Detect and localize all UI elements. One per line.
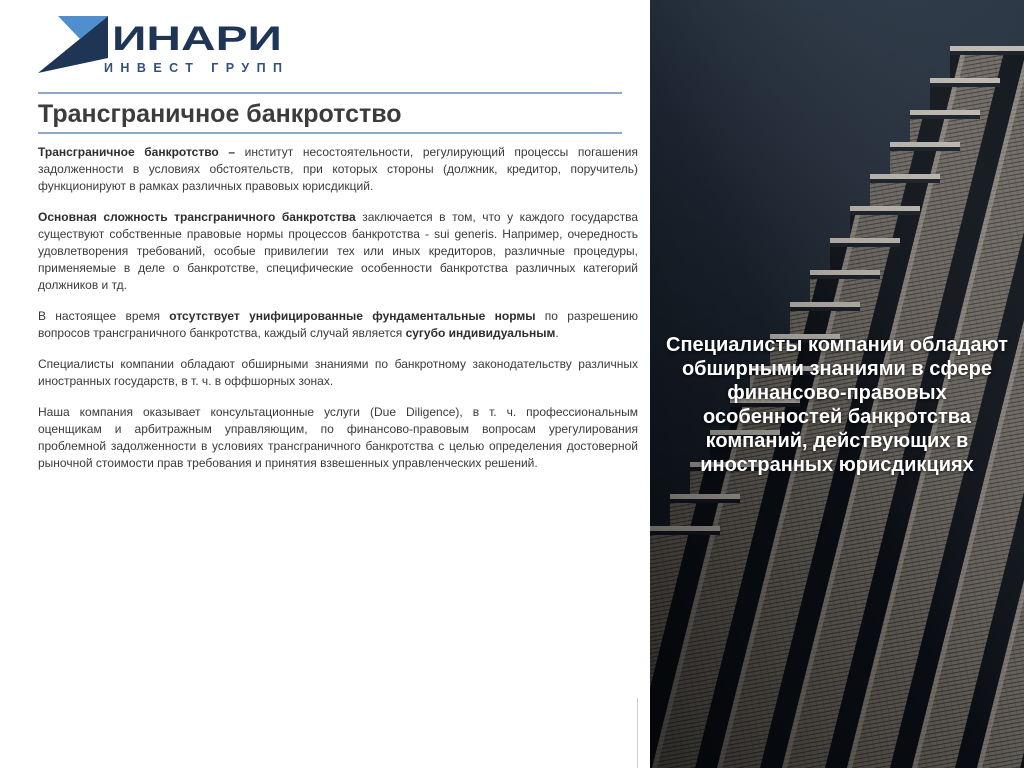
- body-text: заключается в том, что у каждого государства существуют собственные правовые нормы процессов банкротства - sui generis. Например, очередность удовлетворения требований, особые привилегии тех или иных кредиторов, различные процедуры, применяемые в деле о банкротстве, специфические особенности банкротства различных категорий должников и тд.: [38, 210, 638, 292]
- callout-line: Специалисты компании обладают: [666, 334, 1008, 356]
- slide-title: Трансграничное банкротство: [38, 100, 402, 128]
- paragraph-main-difficulty: [38, 209, 638, 294]
- callout-line: иностранных юрисдикциях: [700, 454, 974, 476]
- callout-line: финансово-правовых: [727, 382, 947, 404]
- body-text: В настоящее время: [38, 309, 170, 323]
- callout-text: [650, 333, 1024, 477]
- body-text: по разрешению вопросов трансграничного банкротства, каждый случай является: [38, 309, 638, 340]
- callout-line: компаний, действующих в: [705, 430, 969, 452]
- body-text: Специалисты компании обладают обширными знаниями по банкротному законодательству различных иностранных государств, в т. ч. в оффшорных зонах.: [38, 357, 638, 388]
- callout-line: обширными знаниями в сфере: [681, 358, 993, 380]
- definition-term: Трансграничное банкротство –: [38, 145, 236, 159]
- body-text: Наша компания оказывает консультационные услуги (Due Diligence), в т. ч. профессиональным оценщикам и арбитражным управляющим, по финансово-правовым вопросам урегулирования проблемной задолженности в условиях трансграничного банкротства с целью определения достоверной рыночной стоимости прав требования и принятия взвешенных управленческих решений.: [38, 405, 638, 470]
- body-text: .: [555, 326, 559, 340]
- emphasis-text: сугубо индивидуальным: [405, 326, 556, 340]
- paragraph-expertise: [38, 356, 638, 390]
- emphasis-text: Основная сложность трансграничного банкротства: [38, 210, 356, 224]
- logo-wordmark: ИНАРИ: [112, 20, 282, 58]
- body-text: институт несостоятельности, регулирующий процессы погашения задолженности в условиях обстоятельств, при которых стороны (должник, кредитор, поручитель) функционируют в рамках различных правовых юрисдикций.: [38, 145, 638, 193]
- paragraph-definition: [38, 144, 638, 195]
- title-divider-top: [38, 92, 622, 94]
- paragraph-current-state: [38, 308, 638, 342]
- emphasis-text: отсутствует унифицированные фундаментальные нормы: [169, 309, 536, 323]
- paragraph-services: [38, 404, 638, 472]
- panel-edge-line: [637, 698, 638, 768]
- callout-line: особенностей банкротства: [703, 406, 971, 428]
- title-divider-bottom: [38, 132, 622, 134]
- company-logo: [0, 0, 300, 80]
- logo-tagline: ИНВЕСТ ГРУПП: [104, 61, 282, 75]
- content-body: [38, 144, 638, 486]
